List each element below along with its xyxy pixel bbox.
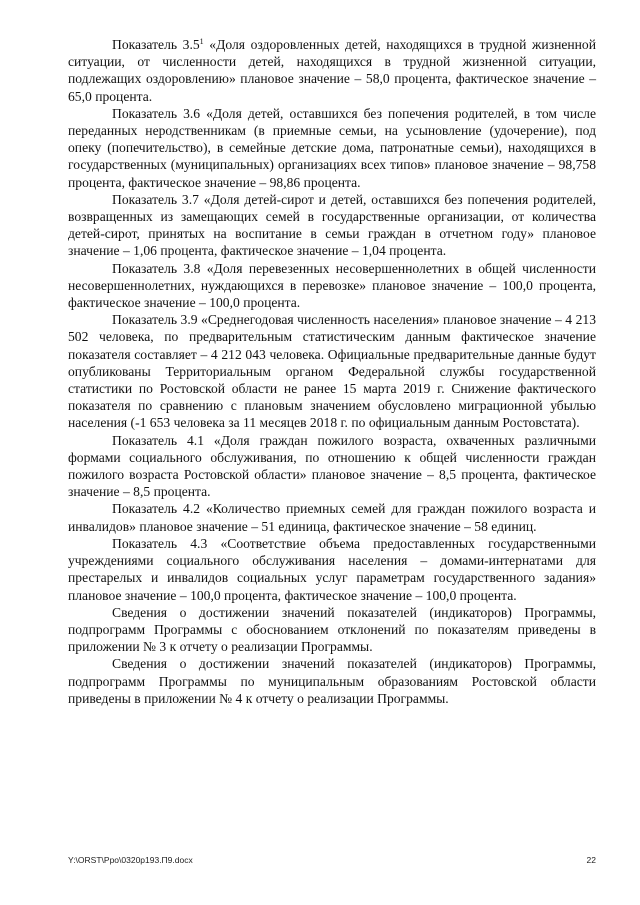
footer-file-path: Y:\ORST\Ppo\0320p193.П9.docx bbox=[68, 855, 193, 865]
paragraph-appendix-4-reference: Сведения о достижении значений показателей (индикаторов) Программы, подпрограмм Программы по муниципальным образованиям Ростовской области приведены в приложении № 4 к отчету о реализации Программы. bbox=[68, 656, 596, 706]
paragraph-indicator-3-7: Показатель 3.7 «Доля детей-сирот и детей, оставшихся без попечения родителей, возвращенных из замещающих семей в государственные организации, от количества детей-сирот, принятых на воспитание в семьи граждан в отчетном году» плановое значение – 1,06 процента, фактическое значение – 1,04 процента. bbox=[68, 191, 596, 259]
paragraph-text: «Доля оздоровленных детей, находящихся в трудной жизненной ситуации, от численности детей, находящихся в трудной жизненной ситуации, подлежащих оздоровлению» плановое значение – 58,0 процента, фактическое значение – 65,0 процента. bbox=[68, 37, 596, 104]
indicator-lead: Показатель 3.5 bbox=[112, 37, 200, 52]
paragraph-indicator-4-2: Показатель 4.2 «Количество приемных семей для граждан пожилого возраста и инвалидов» плановое значение – 51 единица, фактическое значение – 58 единиц. bbox=[68, 501, 596, 534]
paragraph-indicator-4-3: Показатель 4.3 «Соответствие объема предоставленных государственными учреждениями социального обслуживания населения – домами-интернатами для престарелых и инвалидов социальных услуг параметрам государственного задания» плановое значение – 100,0 процента, фактическое значение – 100,0 процента. bbox=[68, 535, 596, 603]
paragraph-indicator-3-8: Показатель 3.8 «Доля перевезенных несовершеннолетних в общей численности несовершеннолетних, нуждающихся в перевозке» плановое значение – 100,0 процента, фактическое значение – 100,0 процента. bbox=[68, 260, 596, 311]
paragraph-appendix-3-reference: Сведения о достижении значений показателей (индикаторов) Программы, подпрограмм Программы с обоснованием отклонений по показателям приведены в приложении № 3 к отчету о реализации Программы. bbox=[68, 604, 596, 655]
paragraph-indicator-3-6: Показатель 3.6 «Доля детей, оставшихся без попечения родителей, в том числе переданных неродственникам (в приемные семьи, на усыновление (удочерение), под опеку (попечительство), в семейные детские дома, патронатные семьи), находящихся в государственных (муниципальных) организациях всех типов» плановое значение – 98,758 процента, фактическое значение – 98,86 процента. bbox=[68, 105, 596, 190]
paragraph-indicator-3-9: Показатель 3.9 «Среднегодовая численность населения» плановое значение – 4 213 502 человека, по предварительным статистическим данным фактическое значение показателя составляет – 4 212 043 человека. Официальные предварительные данные будут опубликованы Территориальным органом Федеральной службы государственной статистики по Ростовской области не ранее 15 марта 2019 г. Снижение фактического показателя по сравнению с плановым значением обусловлено миграционной убылью населения (-1 653 человека за 11 месяцев 2018 г. по официальным данным Ростовстата). bbox=[68, 312, 596, 431]
paragraph-indicator-4-1: Показатель 4.1 «Доля граждан пожилого возраста, охваченных различными формами социального обслуживания, по отношению к общей численности граждан пожилого возраста Ростовской области» плановое значение – 8,5 процента, фактическое значение – 8,5 процента. bbox=[68, 432, 596, 500]
document-body bbox=[68, 36, 596, 707]
page-number: 22 bbox=[586, 855, 596, 865]
paragraph-indicator-3-5 bbox=[68, 36, 596, 105]
footnote-marker: 1 bbox=[199, 37, 204, 46]
